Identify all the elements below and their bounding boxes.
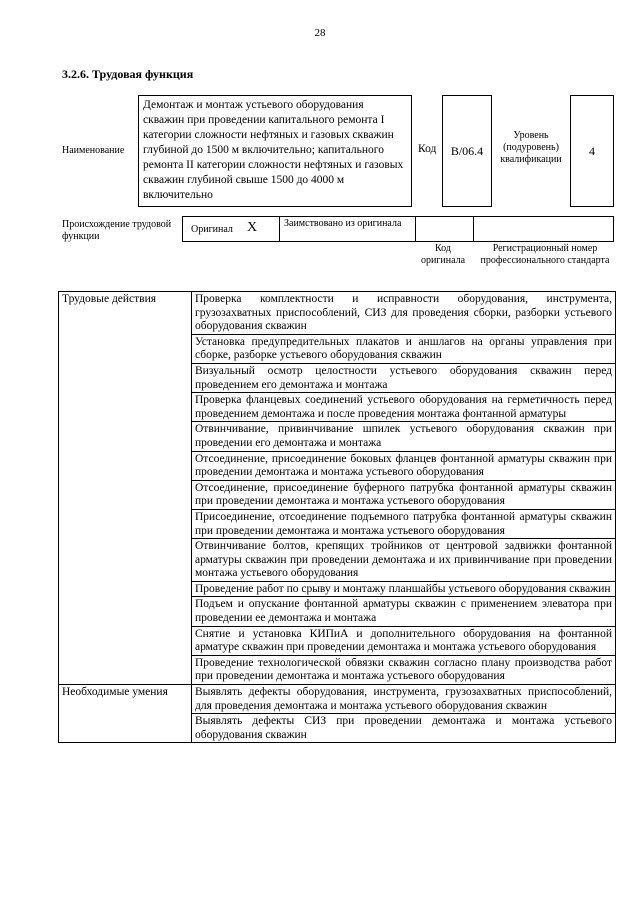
skills-label: Необходимые умения [59,685,192,743]
functions-table [58,291,616,743]
labor-action-item: Проведение технологической обвязки скважин согласно плану производства работ при проведении демонтажа и монтажа устьевого оборудования [192,655,616,684]
reg-number-caption: Регистрационный номер профессионального стандарта [480,243,610,266]
skill-item: Выявлять дефекты оборудования, инструмента, грузозахватных приспособлений, для проведения демонтажа и монтажа устьевого оборудования скважин [192,685,616,714]
labor-action-item: Визуальный осмотр целостности устьевого оборудования скважин перед проведением его демонтажа и монтажа [192,363,616,392]
labor-action-item: Присоединение, отсоединение подъемного патрубка фонтанной арматуры скважин при проведении демонтажа и монтажа устьевого оборудования [192,509,616,538]
function-name-box: Демонтаж и монтаж устьевого оборудования скважин при проведении капитального ремонта I категории сложности нефтяных и газовых скважин глубиной до 1500 м включительно; капитального ремонта II категории сложности нефтяных и газовых скважин глубиной свыше 1500 до 4000 м включительно [138,95,412,207]
labor-action-item: Снятие и установка КИПиА и дополнительного оборудования на фонтанной арматуре скважин при проведении демонтажа и монтажа устьевого оборудования [192,626,616,655]
level-value-box: 4 [570,95,614,207]
labor-action-item: Проверка фланцевых соединений устьевого оборудования на герметичность перед проведением демонтажа и после проведения монтажа фонтанной арматуры [192,393,616,422]
labor-action-item: Подъем и опускание фонтанной арматуры скважин с применением элеватора при проведении ее демонтажа и монтажа [192,597,616,626]
table-row [59,292,616,335]
skill-item: Выявлять дефекты СИЗ при проведении демонтажа и монтажа устьевого оборудования скважин [192,714,616,743]
labor-action-item: Проведение работ по срыву и монтажу планшайбы устьевого оборудования скважин [192,581,616,597]
page-number: 28 [314,27,326,39]
labor-action-item: Отвинчивание болтов, крепящих тройников от центровой задвижки фонтанной арматуры скважин при проведении демонтажа и их привинчивание при проведении монтажа устьевого оборудования [192,539,616,582]
labor-action-item: Отсоединение, присоединение буферного патрубка фонтанной арматуры скважин при проведении демонтажа и монтажа устьевого оборудования [192,480,616,509]
labor-action-item: Отвинчивание, привинчивание шпилек устьевого оборудования скважин при проведении его демонтажа и монтажа [192,422,616,451]
section-title: 3.2.6. Трудовая функция [62,67,194,81]
origin-row [182,216,614,242]
original-mark: X [247,220,258,235]
labor-action-item: Проверка комплектности и исправности оборудования, инструмента, грузозахватных приспособлений, СИЗ для проведения сборки, разборки устьевого оборудования скважин [192,292,616,335]
borrowed-label: Заимствовано из оригинала [284,218,402,229]
labor-actions-label: Трудовые действия [59,292,192,685]
original-label: Оригинал [191,224,233,235]
code-value-box: B/06.4 [442,95,492,207]
labor-action-item: Отсоединение, присоединение боковых фланцев фонтанной арматуры скважин при проведении демонтажа и монтажа устьевого оборудования [192,451,616,480]
origin-label: Происхождение трудовой функции [62,219,172,242]
code-original-caption: Код оригинала [420,243,466,266]
labor-action-item: Установка предупредительных плакатов и аншлагов на органы управления при сборке, разборке устьевого оборудования скважин [192,334,616,363]
code-label: Код [418,143,437,155]
level-label: Уровень (подуровень) квалификации [500,130,562,165]
name-label: Наименование [62,145,125,156]
table-row [59,685,616,714]
